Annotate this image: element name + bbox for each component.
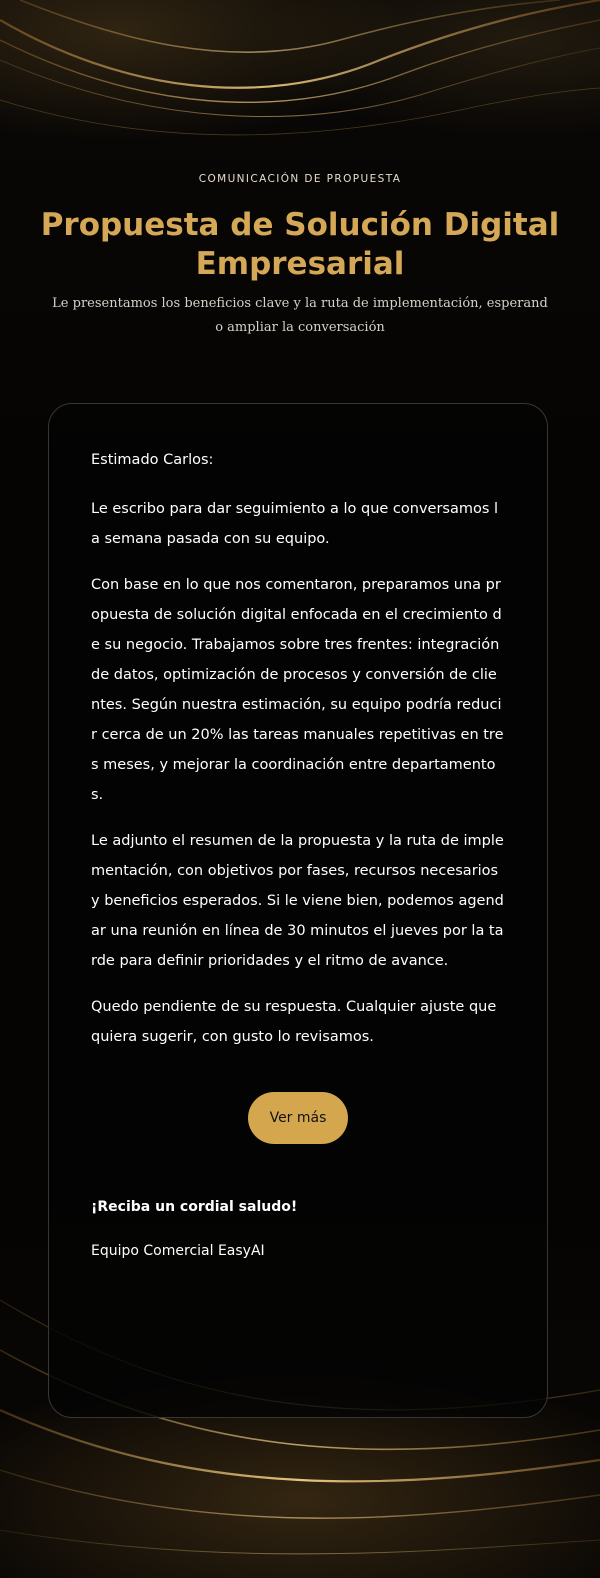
- page-title: Propuesta de Solución Digital Empresarial: [40, 207, 560, 282]
- letter-closing: ¡Reciba un cordial saludo!: [91, 1199, 298, 1215]
- cta-container: [91, 1092, 505, 1144]
- eyebrow-label: COMUNICACIÓN DE PROPUESTA: [198, 173, 402, 185]
- letter-paragraph: Le adjunto el resumen de la propuesta y la ruta de implementación, con objetivos por fases, recursos necesarios y beneficios esperados. Si le viene bien, podemos agendar una reunión en línea de 30 minutos el jueves por la tarde para definir prioridades y el ritmo de avance.: [91, 833, 504, 969]
- letter-card: [48, 403, 548, 1418]
- see-more-button[interactable]: Ver más: [248, 1092, 348, 1144]
- letter-paragraph: Le escribo para dar seguimiento a lo que conversamos la semana pasada con su equipo.: [91, 501, 499, 547]
- letter-greeting: Estimado Carlos:: [91, 452, 214, 468]
- letter-paragraph: Quedo pendiente de su respuesta. Cualquier ajuste que quiera sugerir, con gusto lo revisamos.: [91, 999, 497, 1045]
- gold-waves-top-decoration: [0, 0, 600, 160]
- page-subtitle: Le presentamos los beneficios clave y la ruta de implementación, esperando ampliar la conversación: [52, 296, 548, 335]
- letter-signature: Equipo Comercial EasyAI: [91, 1243, 265, 1259]
- email-header: [0, 166, 600, 340]
- letter-paragraph: Con base en lo que nos comentaron, preparamos una propuesta de solución digital enfocada en el crecimiento de su negocio. Trabajamos sobre tres frentes: integración de datos, optimización de procesos y conversión de clientes. Según nuestra estimación, su equipo podría reducir cerca de un 20% las tareas manuales repetitivas en tres meses, y mejorar la coordinación entre departamentos.: [91, 577, 504, 803]
